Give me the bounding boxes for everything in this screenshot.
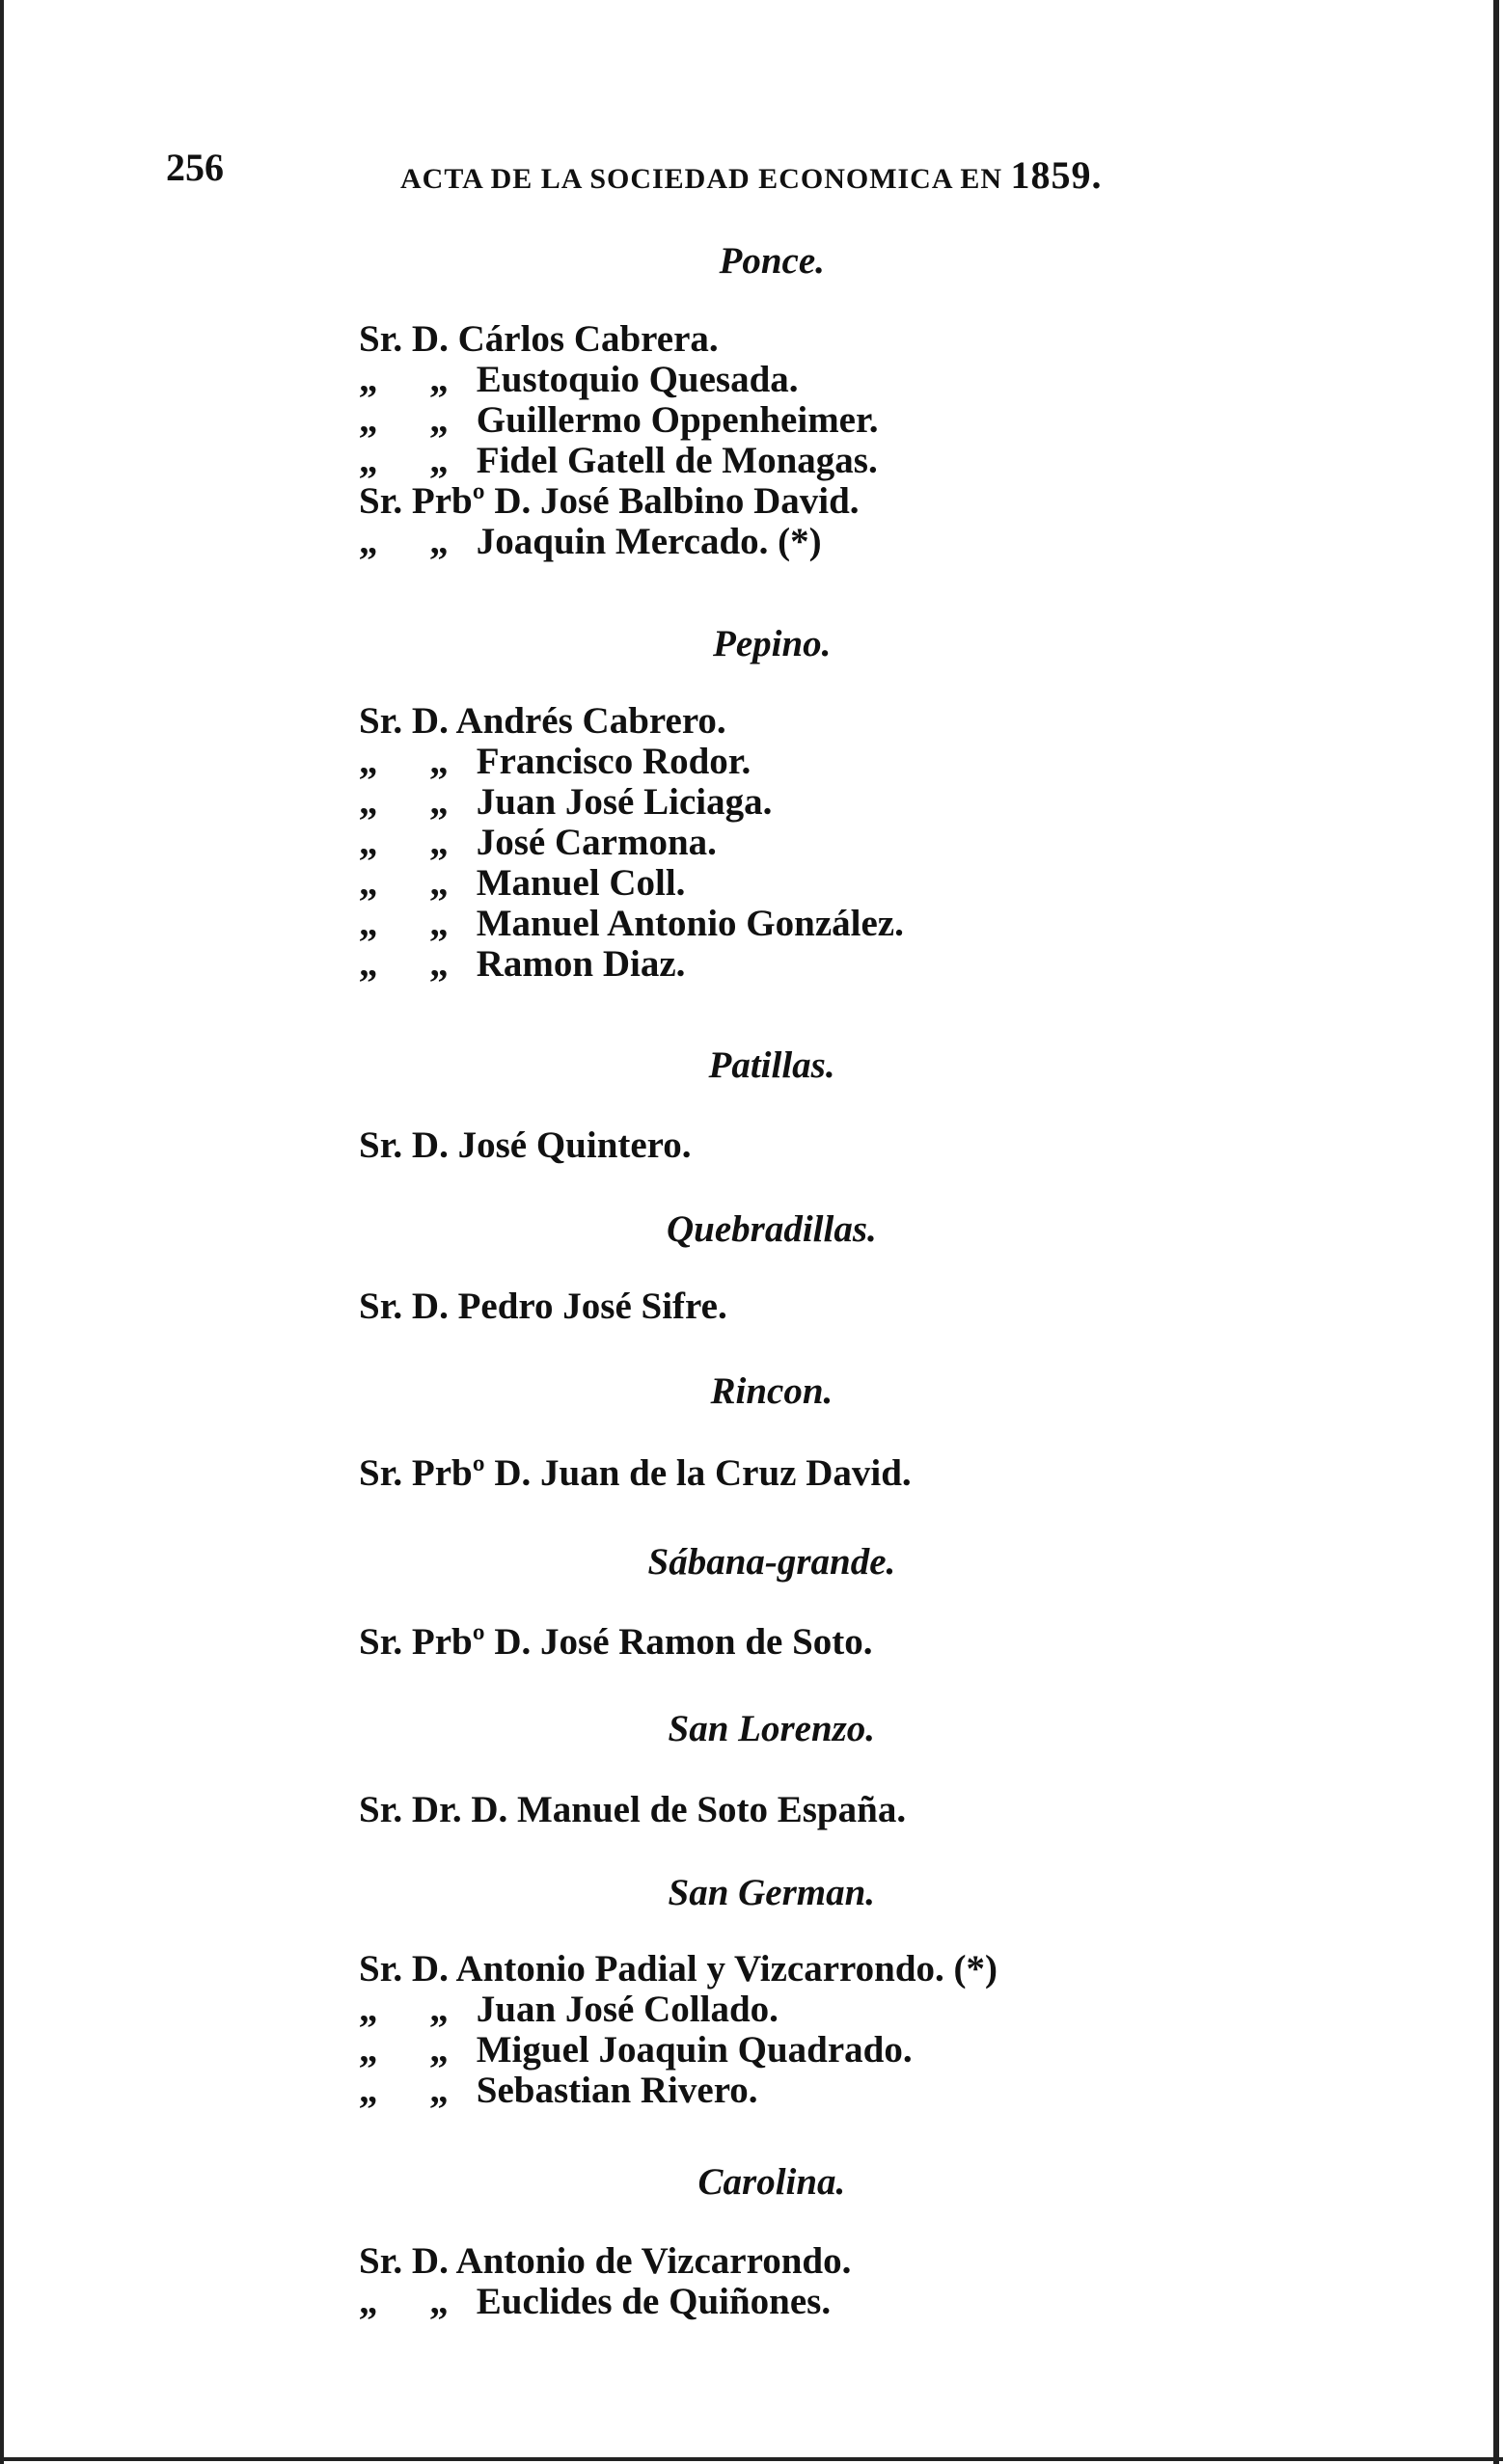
member-name: Euclides de Quiñones. — [476, 2281, 832, 2322]
member-entry — [359, 824, 717, 861]
member-name: Juan José Collado. — [476, 1989, 779, 2030]
member-entry — [359, 2031, 913, 2069]
ditto-marks: „ „ — [359, 781, 470, 823]
ditto-marks: „ „ — [359, 2029, 470, 2071]
scan-border-bottom — [0, 2457, 1503, 2461]
section-title: Quebradillas. — [667, 1208, 877, 1250]
member-name: Fidel Gatell de Monagas. — [476, 440, 878, 481]
member-name: Juan José Liciaga. — [476, 781, 773, 823]
member-entry — [359, 743, 751, 780]
ditto-marks: „ „ — [359, 521, 470, 562]
member-entry — [359, 523, 822, 560]
member-entry — [359, 864, 685, 902]
member-name: Manuel Antonio González. — [476, 903, 904, 944]
member-name: Antonio Padial y Vizcarrondo. (*) — [455, 1948, 997, 1990]
member-name: Pedro José Sifre. — [457, 1286, 727, 1327]
member-name: Sebastian Rivero. — [476, 2070, 758, 2111]
member-name: Miguel Joaquin Quadrado. — [476, 2029, 913, 2071]
member-entry — [359, 1791, 906, 1828]
member-name: Ramon Diaz. — [476, 943, 686, 985]
section-title: San Lorenzo. — [668, 1708, 876, 1749]
section-title: Ponce. — [719, 240, 825, 282]
member-title: Sr. D. — [359, 1124, 449, 1166]
member-name: José Quintero. — [457, 1124, 692, 1166]
member-entry — [359, 905, 904, 942]
member-name: Francisco Rodor. — [476, 741, 752, 782]
member-entry — [359, 1990, 779, 2028]
running-head-text: ACTA DE LA SOCIEDAD ECONOMICA EN — [400, 163, 1003, 195]
ditto-marks: „ „ — [359, 741, 470, 782]
member-entry — [359, 361, 799, 398]
member-name: Juan de la Cruz David. — [540, 1452, 912, 1494]
member-name: Antonio de Vizcarrondo. — [455, 2240, 852, 2282]
member-entry — [359, 1454, 912, 1492]
ditto-marks: „ „ — [359, 943, 470, 985]
member-entry — [359, 401, 878, 439]
member-entry — [359, 2283, 831, 2320]
member-entry — [359, 2071, 758, 2109]
ditto-marks: „ „ — [359, 2281, 470, 2322]
member-title: Sr. D. — [359, 2240, 449, 2282]
section-title: Patillas. — [708, 1044, 835, 1086]
member-entry — [359, 945, 685, 983]
ditto-marks: „ „ — [359, 399, 470, 441]
running-head — [400, 152, 1103, 198]
member-entry — [359, 442, 878, 479]
member-title: Sr. D. — [359, 1948, 449, 1990]
ditto-marks: „ „ — [359, 440, 470, 481]
member-entry — [359, 1950, 997, 1988]
member-entry — [359, 1126, 692, 1164]
member-name: Manuel de Soto España. — [516, 1789, 907, 1830]
scan-border-left — [0, 0, 4, 2464]
member-entry — [359, 482, 860, 520]
member-title: Sr. D. — [359, 700, 449, 742]
ditto-marks: „ „ — [359, 862, 470, 904]
member-name: José Ramon de Soto. — [540, 1621, 873, 1663]
member-entry — [359, 783, 772, 821]
section-title: Sábana-grande. — [647, 1541, 896, 1583]
member-title: Sr. Prbº D. — [359, 1621, 532, 1663]
member-name: Guillermo Oppenheimer. — [476, 399, 879, 441]
member-title: Sr. Prbº D. — [359, 480, 532, 522]
member-name: José Balbino David. — [540, 480, 860, 522]
member-name: Manuel Coll. — [476, 862, 686, 904]
section-title: Rincon. — [710, 1370, 833, 1412]
scan-border-right — [1493, 0, 1499, 2464]
member-name: Eustoquio Quesada. — [476, 359, 799, 400]
ditto-marks: „ „ — [359, 359, 470, 400]
member-title: Sr. Dr. D. — [359, 1789, 508, 1830]
member-title: Sr. D. — [359, 1286, 449, 1327]
section-title: San German. — [668, 1872, 876, 1913]
running-head-year: 1859. — [1010, 153, 1103, 197]
member-title: Sr. D. — [359, 318, 449, 360]
section-title: Carolina. — [697, 2161, 846, 2203]
ditto-marks: „ „ — [359, 903, 470, 944]
ditto-marks: „ „ — [359, 2070, 470, 2111]
member-entry — [359, 1287, 727, 1325]
member-entry — [359, 702, 726, 740]
member-title: Sr. Prbº D. — [359, 1452, 532, 1494]
member-name: Andrés Cabrero. — [455, 700, 726, 742]
member-name: Joaquin Mercado. (*) — [476, 521, 822, 562]
ditto-marks: „ „ — [359, 1989, 470, 2030]
member-name: Cárlos Cabrera. — [457, 318, 719, 360]
ditto-marks: „ „ — [359, 822, 470, 863]
member-entry — [359, 2242, 851, 2280]
member-entry — [359, 1623, 873, 1661]
page-number: 256 — [166, 146, 224, 189]
section-title: Pepino. — [713, 623, 832, 664]
member-name: José Carmona. — [476, 822, 717, 863]
member-entry — [359, 320, 719, 358]
